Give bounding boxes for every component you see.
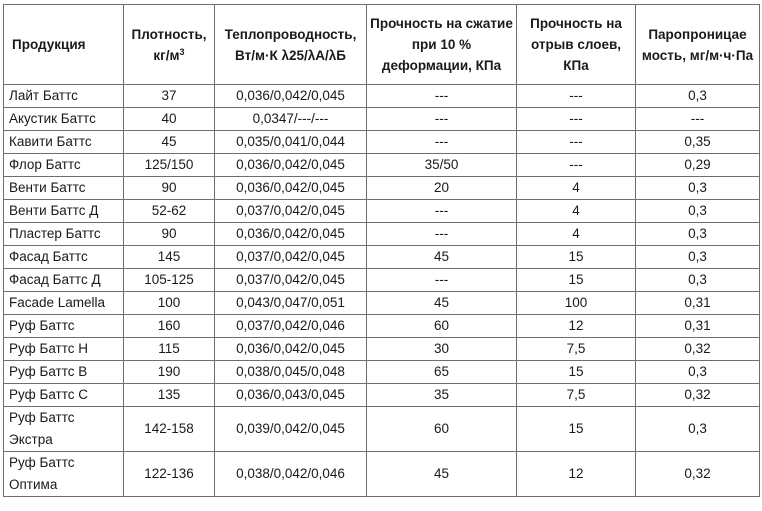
tear-strength-cell: 100 — [517, 292, 636, 315]
header-compression: Прочность на сжатие при 10 % деформации, КПа — [367, 5, 517, 85]
compression-cell: --- — [367, 223, 517, 246]
vapor-permeability-cell: 0,3 — [636, 200, 760, 223]
table-row — [4, 407, 760, 452]
tear-strength-cell: --- — [517, 154, 636, 177]
table-row — [4, 85, 760, 108]
vapor-permeability-cell: 0,3 — [636, 246, 760, 269]
product-name-cell: Флор Баттс — [4, 154, 124, 177]
table-row — [4, 315, 760, 338]
header-tear-strength: Прочность на отрыв слоев, КПа — [517, 5, 636, 85]
density-cell: 190 — [124, 361, 215, 384]
vapor-permeability-cell: 0,3 — [636, 269, 760, 292]
table-row — [4, 177, 760, 200]
vapor-permeability-cell: 0,31 — [636, 292, 760, 315]
tear-strength-cell: 12 — [517, 452, 636, 497]
vapor-permeability-cell: 0,32 — [636, 338, 760, 361]
conductivity-cell: 0,035/0,041/0,044 — [215, 131, 367, 154]
vapor-permeability-cell: 0,3 — [636, 85, 760, 108]
product-name-cell: Фасад Баттс — [4, 246, 124, 269]
compression-cell: 30 — [367, 338, 517, 361]
header-product: Продукция — [4, 5, 124, 85]
product-name-cell: Руф Баттс — [4, 315, 124, 338]
table-row — [4, 338, 760, 361]
density-cell: 40 — [124, 108, 215, 131]
product-name-cell: Лайт Баттс — [4, 85, 124, 108]
density-cell: 52-62 — [124, 200, 215, 223]
density-cell: 45 — [124, 131, 215, 154]
density-cell: 37 — [124, 85, 215, 108]
product-name-cell: Руф Баттс Н — [4, 338, 124, 361]
vapor-permeability-cell: 0,32 — [636, 452, 760, 497]
tear-strength-cell: --- — [517, 85, 636, 108]
header-density-exponent: 3 — [179, 46, 185, 57]
compression-cell: 35 — [367, 384, 517, 407]
tear-strength-cell: --- — [517, 108, 636, 131]
conductivity-cell: 0,039/0,042/0,045 — [215, 407, 367, 452]
table-row — [4, 223, 760, 246]
compression-cell: 20 — [367, 177, 517, 200]
table-row — [4, 200, 760, 223]
product-name-cell: Руф Баттс С — [4, 384, 124, 407]
product-name-cell: Facade Lamella — [4, 292, 124, 315]
header-density-label: Плотность, кг/м — [131, 26, 207, 63]
header-row — [4, 5, 760, 85]
compression-cell: 45 — [367, 452, 517, 497]
density-cell: 105-125 — [124, 269, 215, 292]
vapor-permeability-cell: 0,29 — [636, 154, 760, 177]
compression-cell: 35/50 — [367, 154, 517, 177]
header-density — [124, 5, 215, 85]
table-row — [4, 154, 760, 177]
conductivity-cell: 0,037/0,042/0,046 — [215, 315, 367, 338]
product-name-cell: Руф Баттс Экстра — [4, 407, 124, 452]
conductivity-cell: 0,036/0,042/0,045 — [215, 154, 367, 177]
density-cell: 142-158 — [124, 407, 215, 452]
conductivity-cell: 0,036/0,042/0,045 — [215, 85, 367, 108]
compression-cell: --- — [367, 131, 517, 154]
tear-strength-cell: 15 — [517, 246, 636, 269]
table-row — [4, 384, 760, 407]
density-cell: 90 — [124, 177, 215, 200]
tear-strength-cell: 15 — [517, 361, 636, 384]
product-name-cell: Руф Баттс Оптима — [4, 452, 124, 497]
product-name-cell: Руф Баттс В — [4, 361, 124, 384]
density-cell: 115 — [124, 338, 215, 361]
compression-cell: 65 — [367, 361, 517, 384]
product-name-cell: Венти Баттс Д — [4, 200, 124, 223]
vapor-permeability-cell: 0,35 — [636, 131, 760, 154]
tear-strength-cell: 15 — [517, 407, 636, 452]
compression-cell: 60 — [367, 407, 517, 452]
table-row — [4, 361, 760, 384]
compression-cell: 45 — [367, 246, 517, 269]
vapor-permeability-cell: 0,32 — [636, 384, 760, 407]
table-row — [4, 131, 760, 154]
conductivity-cell: 0,036/0,042/0,045 — [215, 338, 367, 361]
compression-cell: --- — [367, 85, 517, 108]
conductivity-cell: 0,038/0,042/0,046 — [215, 452, 367, 497]
density-cell: 100 — [124, 292, 215, 315]
density-cell: 145 — [124, 246, 215, 269]
tear-strength-cell: 4 — [517, 223, 636, 246]
tear-strength-cell: 7,5 — [517, 384, 636, 407]
product-name-cell: Кавити Баттс — [4, 131, 124, 154]
header-conductivity: Теплопроводность, Вт/м·К λ25/λА/λБ — [215, 5, 367, 85]
tear-strength-cell: 15 — [517, 269, 636, 292]
compression-cell: 60 — [367, 315, 517, 338]
vapor-permeability-cell: --- — [636, 108, 760, 131]
vapor-permeability-cell: 0,3 — [636, 223, 760, 246]
product-name-cell: Акустик Баттс — [4, 108, 124, 131]
tear-strength-cell: 12 — [517, 315, 636, 338]
vapor-permeability-cell: 0,3 — [636, 361, 760, 384]
tear-strength-cell: --- — [517, 131, 636, 154]
product-name-cell: Пластер Баттс — [4, 223, 124, 246]
table-body — [4, 85, 760, 497]
products-table — [3, 4, 760, 497]
tear-strength-cell: 4 — [517, 200, 636, 223]
density-cell: 125/150 — [124, 154, 215, 177]
table-row — [4, 269, 760, 292]
conductivity-cell: 0,037/0,042/0,045 — [215, 246, 367, 269]
tear-strength-cell: 4 — [517, 177, 636, 200]
density-cell: 135 — [124, 384, 215, 407]
header-vapor-permeability: Паропроницае мость, мг/м·ч·Па — [636, 5, 760, 85]
table-row — [4, 292, 760, 315]
compression-cell: --- — [367, 108, 517, 131]
table-row — [4, 452, 760, 497]
density-cell: 160 — [124, 315, 215, 338]
product-name-cell: Венти Баттс — [4, 177, 124, 200]
density-cell: 90 — [124, 223, 215, 246]
compression-cell: --- — [367, 269, 517, 292]
product-name-cell: Фасад Баттс Д — [4, 269, 124, 292]
compression-cell: 45 — [367, 292, 517, 315]
conductivity-cell: 0,036/0,042/0,045 — [215, 177, 367, 200]
conductivity-cell: 0,037/0,042/0,045 — [215, 269, 367, 292]
density-cell: 122-136 — [124, 452, 215, 497]
conductivity-cell: 0,037/0,042/0,045 — [215, 200, 367, 223]
compression-cell: --- — [367, 200, 517, 223]
table-row — [4, 246, 760, 269]
vapor-permeability-cell: 0,31 — [636, 315, 760, 338]
conductivity-cell: 0,0347/---/--- — [215, 108, 367, 131]
table-row — [4, 108, 760, 131]
conductivity-cell: 0,036/0,043/0,045 — [215, 384, 367, 407]
conductivity-cell: 0,038/0,045/0,048 — [215, 361, 367, 384]
conductivity-cell: 0,043/0,047/0,051 — [215, 292, 367, 315]
vapor-permeability-cell: 0,3 — [636, 407, 760, 452]
vapor-permeability-cell: 0,3 — [636, 177, 760, 200]
conductivity-cell: 0,036/0,042/0,045 — [215, 223, 367, 246]
tear-strength-cell: 7,5 — [517, 338, 636, 361]
